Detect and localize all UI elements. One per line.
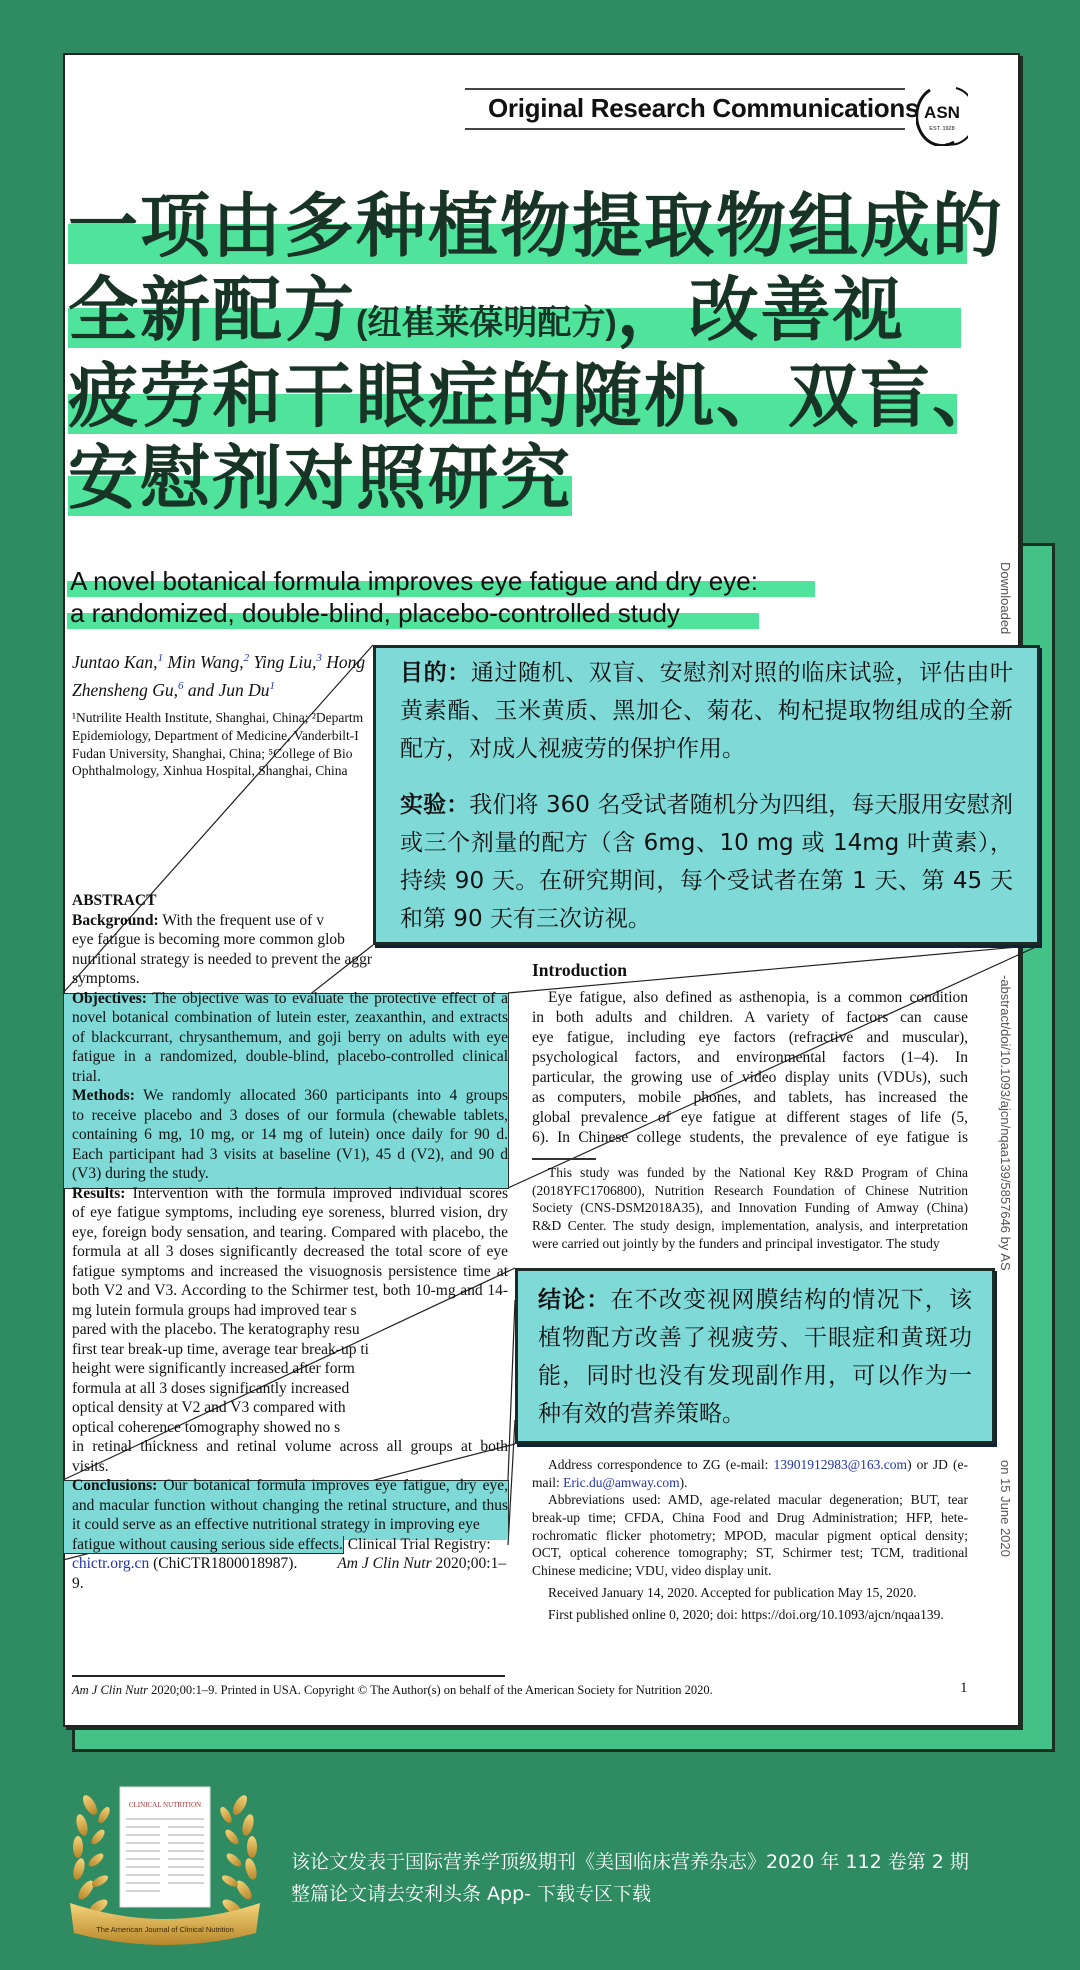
abstract-conclusions (72, 1476, 508, 1535)
text-line: formula at all 3 doses significantly decreased the total score of eye (72, 1243, 508, 1260)
text-line: first tear break-up time, average tear break-up ti (72, 1340, 369, 1358)
section-label: Conclusions: (72, 1477, 158, 1494)
text-line: eye, foreign body sensation, and tearing. Compared with placebo, the (72, 1223, 508, 1241)
conclusion-callout (515, 1268, 995, 1444)
footer-rule (72, 1675, 505, 1677)
text-line: of eye fatigue symptoms, including eye soreness, blurred vision, dry (72, 1204, 508, 1221)
text-line: (2018YFC1706800), Nutrition Research Foundation of Chinese Nutrition (532, 1182, 968, 1198)
text-line: break-up time; CFDA, China Food and Drug Administration; HFP, hete- (532, 1510, 968, 1526)
text-line: Each participant had 3 visits at baseline (V1), 45 d (V2), and 90 d (72, 1145, 508, 1163)
text-line: ¹Nutrilite Health Institute, Shanghai, China; ²Departm (72, 710, 364, 725)
author-list: Juntao Kan,$^1$ Min Wang,$^2$ Ying Liu,$^3$ Hong Zhensheng Gu,$^6$ and Jun Du$^1$ (72, 651, 366, 700)
publication-note (291, 1846, 969, 1910)
abstract-heading: ABSTRACT (72, 892, 157, 909)
download-note-top: Downloaded (998, 562, 1013, 635)
text-line: containing 6 mg, 10 mg, or 14 mg of lutein) once daily for 90 d. (72, 1126, 508, 1143)
text-line: as computers, mobile phones, and tablets, has increased the (532, 1089, 968, 1106)
objective-label: 目的： (400, 660, 471, 686)
logo-text: ASN (924, 103, 960, 122)
text-line: 6). In Chinese college students, the prevalence of eye fatigue is (532, 1129, 968, 1146)
text-line: in both adults and children. A variety of factors can cause (532, 1009, 968, 1026)
section-label: Results: (72, 1184, 126, 1202)
text-line: fatigue in a randomized, double-blind, placebo-controlled clinical (72, 1048, 508, 1065)
abstract-objectives (72, 989, 508, 1087)
text-line: trial. (72, 1067, 101, 1085)
conclusion-label: 结论： (538, 1287, 611, 1313)
registry-link[interactable]: chictr.org.cn (72, 1555, 150, 1572)
text-line: Epidemiology, Department of Medicine, Vanderbilt-I (72, 727, 359, 743)
title-cn-line-1: 一项由多种植物提取物组成的 (68, 187, 1004, 265)
abstract-results (72, 1184, 508, 1477)
text-line: both V2 and V3. According to the Schirmer test, both 10-mg and 14- (72, 1282, 508, 1299)
abbreviations-note (532, 1491, 968, 1579)
text-line: optical coherence tomography showed no s (72, 1418, 341, 1436)
correspondence-note: Address correspondence to ZG (e-mail: 13901912983@163.com) or JD (e- mail: Eric.du@amway.com). Abbreviations used: AMD, age-related macular degeneration; BUT, tear break-up time; CFDA, China Food and Drug Administration; HFP, hete- rochromatic flicker photometry; MPOD, macular pigment optical density; OCT, optical coherence tomography; ST, Schirmer test; TCM, traditional Chinese medicine; VDU, video display unit. Received January 14, 2020. Accepted for publication May 15, 2020. First published online 0, 2020; doi: https://doi.org/10.1093/ajcn/nqaa139. (532, 1457, 968, 1622)
funding-note (532, 1164, 968, 1252)
text-line: psychological factors, and environmental factors (1–4). In (532, 1049, 968, 1066)
section-label: Methods: (72, 1087, 135, 1104)
text-line: Background: With the frequent use of v (72, 911, 324, 929)
text-line: formula at all 3 doses significantly increased (72, 1379, 350, 1397)
conclusions-last-line: fatigue without causing serious side effects. Clinical Trial Registry: (72, 1535, 508, 1555)
section-label: Background: (72, 911, 159, 929)
received-note: Received January 14, 2020. Accepted for publication May 15, 2020. (548, 1584, 917, 1600)
text-line: This study was funded by the National Key R&D Program of China (548, 1165, 968, 1180)
text-line: Eye fatigue, also defined as asthenopia, is a common condition (548, 989, 968, 1006)
text-line: R&D Center. The study design, implementation, analysis, and interpretation (532, 1218, 968, 1234)
footnote-rule (532, 1158, 596, 1160)
ribbon-text: The American Journal of Clinical Nutrition (96, 1925, 234, 1934)
section-label: Objectives: (72, 989, 147, 1007)
text-line: of blackcurrant, chrysanthemum, and goji berry on adults with eye (72, 1028, 508, 1046)
text-line: optical density at V2 and V3 compared with (72, 1399, 346, 1416)
title-en-line-1: A novel botanical formula improves eye fatigue and dry eye: (70, 565, 758, 597)
download-line: 整篇论文请去安利头条 App- 下载专区下载 (291, 1883, 652, 1905)
text-line: to receive placebo and 3 doses of our formula (chewable tablets, (72, 1106, 508, 1124)
title-en-line-2: a randomized, double-blind, placebo-controlled study (70, 597, 680, 629)
text-line: nutritional strategy is needed to prevent the aggr (72, 950, 373, 968)
abstract (72, 891, 508, 1593)
objective-method-callout (373, 645, 1040, 945)
text-line: it could serve as an effective nutritional strategy in improving eye (72, 1516, 480, 1533)
formula-name: (纽崔莱葆明配方) (356, 304, 617, 342)
objective-text: 通过随机、双盲、安慰剂对照的临床试验，评估由叶黄素酯、玉米黄质、黑加仑、菊花、枸杞提取物组成的全新配方，对成人视疲劳的保护作用。 (400, 660, 1014, 762)
text-line: eye fatigue, including eye factors (refractive and muscular), (532, 1029, 968, 1046)
asn-logo (916, 84, 968, 146)
text-line: (V3) during the study. (72, 1165, 209, 1182)
text-line: symptoms. (72, 970, 140, 987)
text-line: Objectives: The objective was to evaluate the protective effect of a (72, 989, 508, 1007)
text-line: Society (CNS-DSM2018A35), and Innovation Funding of Amway (China) (532, 1200, 968, 1216)
text-line: height were significantly increased after form (72, 1360, 355, 1377)
page-number: 1 (960, 1680, 968, 1696)
title-cn-line-2: 全新配方(纽崔莱葆明配方)，改善视 (68, 268, 905, 352)
text-line: novel botanical combination of lutein ester, zeaxanthin, and extracts (72, 1009, 508, 1026)
text-line: Results: Intervention with the formula improved individual scores (72, 1184, 508, 1202)
citation-end: 9. (72, 1574, 84, 1592)
text-line: Conclusions: Our botanical formula improves eye fatigue, dry eye, (72, 1477, 508, 1494)
text-line: Fudan University, Shanghai, China; ⁵College of Bio (72, 745, 353, 761)
title-cn-line-4: 安慰剂对照研究 (68, 439, 572, 517)
email-link[interactable]: 13901912983@163.com (773, 1457, 908, 1472)
text-line: particular, the growing use of video display units (VDUs), such (532, 1069, 968, 1086)
text-line: global prevalence of eye fatigue at different stages of life (5, (532, 1109, 968, 1126)
logo-subtext: EST. 1928 (929, 126, 955, 132)
text-line: fatigue symptoms and increased the visuognosis persistence time at (72, 1262, 508, 1280)
abstract-methods (72, 1086, 508, 1184)
text-line: Chinese medicine; VDU, video display unit. (532, 1563, 772, 1579)
introduction-heading: Introduction (532, 960, 627, 980)
text-line: OCT, optical coherence tomography; ST, Schirmer test; TCM, traditional (532, 1545, 968, 1561)
footer-citation: Am J Clin Nutr 2020;00:1–9. Printed in USA. Copyright © The Author(s) on behalf of the American Society for Nutrition 2020. (72, 1683, 713, 1697)
text-line: Ophthalmology, Xinhua Hospital, Shanghai, China (72, 763, 348, 779)
experiment-label: 实验： (400, 792, 470, 818)
text-line: rochromatic flicker photometry; MPOD, macular pigment optical density; (532, 1527, 968, 1543)
affiliations (72, 709, 368, 780)
text-line: eye fatigue is becoming more common glob (72, 931, 345, 948)
header-rule-bottom (465, 128, 905, 130)
text-line: and macular function without changing the retinal structure, and thus (72, 1496, 508, 1514)
title-cn-line-3: 疲劳和干眼症的随机、双盲、 (68, 357, 1004, 435)
experiment-text: 我们将 360 名受试者随机分为四组，每天服用安慰剂或三个剂量的配方（含 6mg、10 mg 或 14mg 叶黄素），持续 90 天。在研究期间，每个受试者在第 1 天、第 45 天和第 90 天有三次访视。 (400, 792, 1013, 932)
text-line: Methods: We randomly allocated 360 participants into 4 groups (72, 1087, 508, 1104)
publication-line: 该论文发表于国际营养学顶级期刊《美国临床营养杂志》2020 年 112 卷第 2 期 (291, 1851, 969, 1873)
cover-title: CLINICAL NUTRITION (128, 1801, 202, 1809)
text-line: pared with the placebo. The keratography resu (72, 1321, 360, 1338)
text-line: in retinal thickness and retinal volume across all groups at both (72, 1438, 508, 1455)
section-label: Original Research Communications (488, 93, 920, 123)
conclusion-text: 在不改变视网膜结构的情况下，该植物配方改善了视疲劳、干眼症和黄斑功能，同时也没有发现副作用，可以作为一种有效的营养策略。 (538, 1287, 973, 1427)
published-note: First published online 0, 2020; doi: https://doi.org/10.1093/ajcn/nqaa139. (548, 1606, 944, 1622)
header-rule-top (465, 88, 905, 90)
registry-line: chictr.org.cn (ChiCTR1800018987). Am J Clin Nutr 2020;00:1– (72, 1555, 507, 1572)
text-line: were carried out jointly by the funders and principal investigator. The study (532, 1235, 940, 1251)
text-line: Abbreviations used: AMD, age-related macular degeneration; BUT, tear (548, 1492, 968, 1508)
download-note-bottom: on 15 June 2020 (998, 1460, 1013, 1557)
text-line: mg lutein formula groups had improved tear s (72, 1301, 357, 1319)
text-line: visits. (72, 1457, 109, 1475)
introduction-text (532, 988, 968, 1148)
journal-laurel-badge (60, 1775, 270, 1950)
download-note-middle: -abstract/doi/10.1093/ajcn/nqaa139/5857646 by AS (998, 975, 1013, 1271)
email-link[interactable]: Eric.du@amway.com (563, 1474, 680, 1490)
